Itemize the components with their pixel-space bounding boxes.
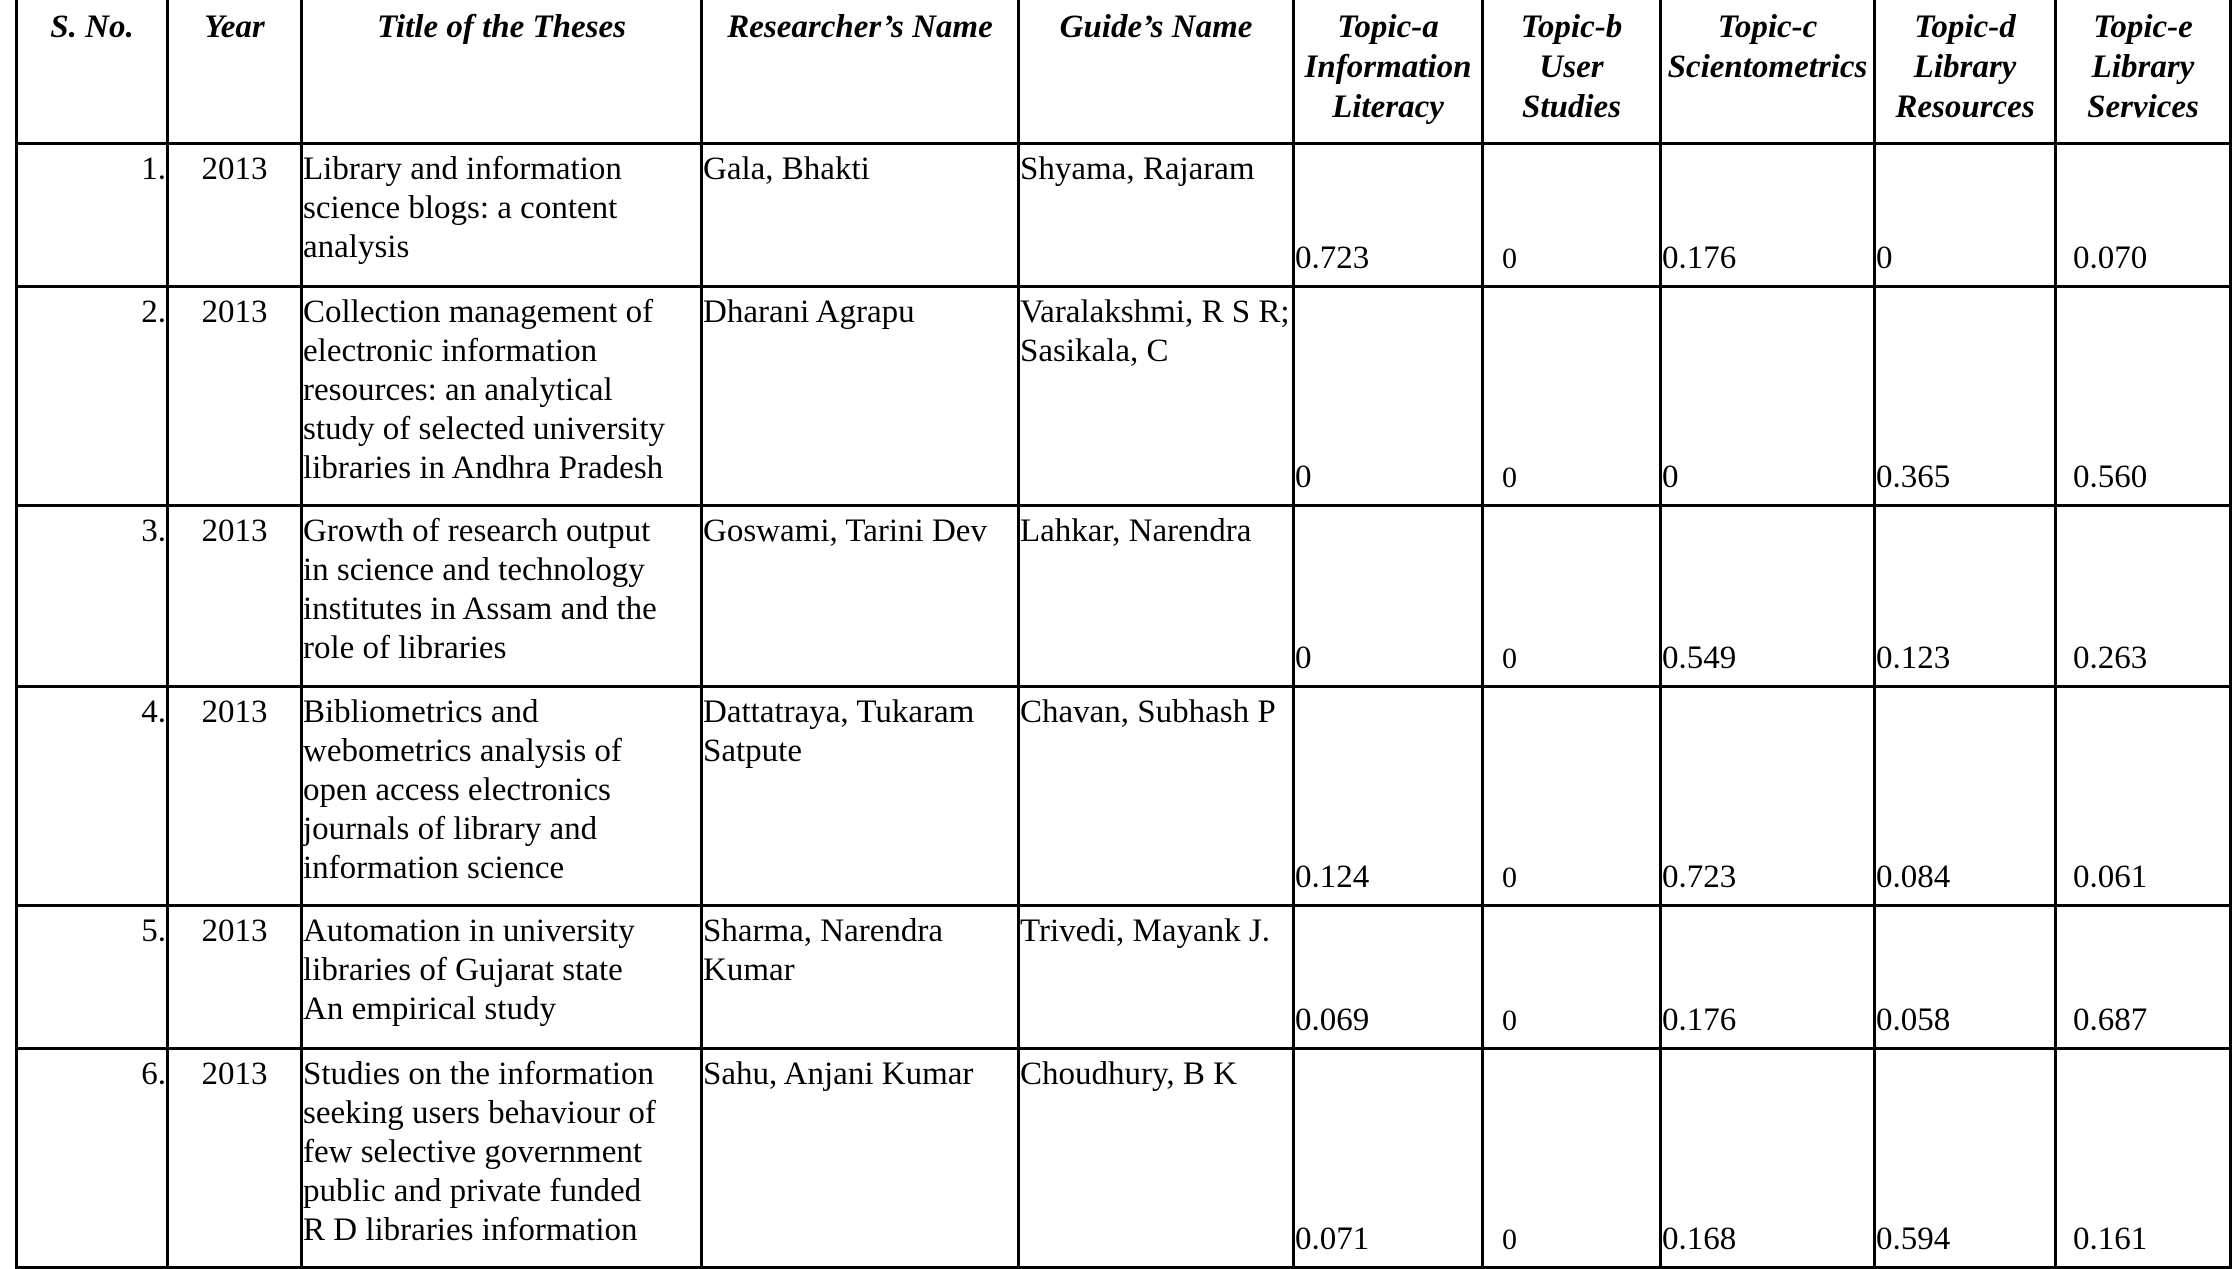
cell-year: 2013: [168, 287, 302, 506]
table-row: [17, 1049, 2231, 1268]
cell-researcher: Gala, Bhakti: [702, 144, 1019, 287]
cell-title: [302, 287, 702, 506]
title-line: electronic information: [303, 333, 598, 369]
cell-topic-d: 0.123: [1875, 506, 2056, 687]
title-line: Growth of research output: [303, 513, 651, 549]
header-topic-d-line: Topic-d: [1914, 9, 2016, 45]
cell-sno: 2.: [17, 287, 168, 506]
cell-researcher: Goswami, Tarini Dev: [702, 506, 1019, 687]
table-row: [17, 906, 2231, 1049]
header-sno: S. No.: [17, 0, 168, 144]
header-year: Year: [168, 0, 302, 144]
cell-topic-b: 0: [1483, 144, 1661, 287]
cell-title: [302, 1049, 702, 1268]
title-line: Studies on the information: [303, 1056, 655, 1092]
header-topic-b-line: Studies: [1521, 89, 1622, 125]
cell-sno: 3.: [17, 506, 168, 687]
cell-topic-e: 0.263: [2056, 506, 2231, 687]
header-topic-b-line: User: [1539, 49, 1604, 85]
cell-researcher: Dharani Agrapu: [702, 287, 1019, 506]
cell-topic-c: 0.176: [1661, 906, 1875, 1049]
cell-topic-e: 0.070: [2056, 144, 2231, 287]
title-line: open access electronics: [303, 772, 611, 808]
cell-topic-d: 0.084: [1875, 687, 2056, 906]
title-line: libraries of Gujarat state: [303, 952, 623, 988]
cell-topic-e: 0.560: [2056, 287, 2231, 506]
title-line: libraries in Andhra Pradesh: [303, 450, 664, 486]
title-line: Library and information: [303, 151, 622, 187]
header-topic-e-line: Library: [2091, 49, 2195, 85]
cell-topic-b: 0: [1483, 1049, 1661, 1268]
cell-sno: 1.: [17, 144, 168, 287]
cell-topic-a: 0: [1294, 506, 1483, 687]
header-guide: Guide’s Name: [1019, 0, 1294, 144]
cell-guide: Chavan, Subhash P: [1019, 687, 1294, 906]
header-topic-b-line: Topic-b: [1520, 9, 1623, 45]
title-line: seeking users behaviour of: [303, 1095, 656, 1131]
cell-topic-d: 0.365: [1875, 287, 2056, 506]
title-line: webometrics analysis of: [303, 733, 622, 769]
title-line: role of libraries: [303, 630, 507, 666]
cell-topic-c: 0.723: [1661, 687, 1875, 906]
header-topic-d: [1875, 0, 2056, 144]
theses-table: [15, 0, 2232, 1269]
cell-title: [302, 506, 702, 687]
cell-guide: Choudhury, B K: [1019, 1049, 1294, 1268]
cell-topic-e: 0.061: [2056, 687, 2231, 906]
header-topic-b: [1483, 0, 1661, 144]
table-row: [17, 506, 2231, 687]
cell-title: [302, 906, 702, 1049]
cell-researcher: Sahu, Anjani Kumar: [702, 1049, 1019, 1268]
title-line: institutes in Assam and the: [303, 591, 657, 627]
cell-guide: Trivedi, Mayank J.: [1019, 906, 1294, 1049]
title-line: Automation in university: [303, 913, 635, 949]
title-line: science blogs: a content: [303, 190, 618, 226]
cell-guide: Varalakshmi, R S R; Sasikala, C: [1019, 287, 1294, 506]
title-line: in science and technology: [303, 552, 645, 588]
cell-topic-d: 0.058: [1875, 906, 2056, 1049]
cell-topic-a: 0.723: [1294, 144, 1483, 287]
cell-topic-d: 0.594: [1875, 1049, 2056, 1268]
cell-year: 2013: [168, 687, 302, 906]
title-line: resources: an analytical: [303, 372, 613, 408]
cell-topic-c: 0: [1661, 287, 1875, 506]
cell-topic-d: 0: [1875, 144, 2056, 287]
cell-sno: 6.: [17, 1049, 168, 1268]
title-line: public and private funded: [303, 1173, 642, 1209]
header-topic-d-line: Resources: [1895, 89, 2035, 125]
header-topic-e-line: Services: [2087, 89, 2199, 125]
cell-topic-c: 0.549: [1661, 506, 1875, 687]
cell-topic-b: 0: [1483, 506, 1661, 687]
cell-topic-c: 0.176: [1661, 144, 1875, 287]
cell-year: 2013: [168, 506, 302, 687]
header-topic-a: [1294, 0, 1483, 144]
cell-researcher: Dattatraya, Tukaram Satpute: [702, 687, 1019, 906]
cell-title: [302, 144, 702, 287]
table-row: [17, 287, 2231, 506]
cell-topic-a: 0.069: [1294, 906, 1483, 1049]
cell-topic-e: 0.687: [2056, 906, 2231, 1049]
title-line: Bibliometrics and: [303, 694, 539, 730]
header-topic-e: [2056, 0, 2231, 144]
cell-topic-b: 0: [1483, 687, 1661, 906]
cell-topic-b: 0: [1483, 287, 1661, 506]
cell-researcher: Sharma, Narendra Kumar: [702, 906, 1019, 1049]
cell-sno: 5.: [17, 906, 168, 1049]
cell-topic-c: 0.168: [1661, 1049, 1875, 1268]
cell-topic-a: 0.071: [1294, 1049, 1483, 1268]
header-topic-a-line: Literacy: [1332, 89, 1444, 125]
header-topic-c-line: Scientometrics: [1667, 49, 1868, 85]
title-line: few selective government: [303, 1134, 643, 1170]
title-line: An empirical study: [303, 991, 556, 1027]
header-row: [17, 0, 2231, 144]
table-row: [17, 687, 2231, 906]
title-line: R D libraries information: [303, 1212, 638, 1248]
cell-sno: 4.: [17, 687, 168, 906]
cell-year: 2013: [168, 1049, 302, 1268]
header-topic-d-line: Library: [1913, 49, 2017, 85]
cell-year: 2013: [168, 906, 302, 1049]
cell-guide: Lahkar, Narendra: [1019, 506, 1294, 687]
title-line: Collection management of: [303, 294, 654, 330]
header-title: Title of the Theses: [302, 0, 702, 144]
header-topic-c-line: Topic-c: [1717, 9, 1818, 45]
header-topic-a-line: Information: [1304, 49, 1472, 85]
header-topic-e-line: Topic-e: [2093, 9, 2193, 45]
cell-topic-e: 0.161: [2056, 1049, 2231, 1268]
cell-guide: Shyama, Rajaram: [1019, 144, 1294, 287]
title-line: information science: [303, 850, 565, 886]
cell-year: 2013: [168, 144, 302, 287]
header-topic-c: [1661, 0, 1875, 144]
title-line: study of selected university: [303, 411, 666, 447]
cell-title: [302, 687, 702, 906]
table-row: [17, 144, 2231, 287]
header-topic-a-line: Topic-a: [1337, 9, 1439, 45]
title-line: analysis: [303, 229, 410, 265]
title-line: journals of library and: [303, 811, 598, 847]
cell-topic-b: 0: [1483, 906, 1661, 1049]
cell-topic-a: 0.124: [1294, 687, 1483, 906]
header-researcher: Researcher’s Name: [702, 0, 1019, 144]
cell-topic-a: 0: [1294, 287, 1483, 506]
